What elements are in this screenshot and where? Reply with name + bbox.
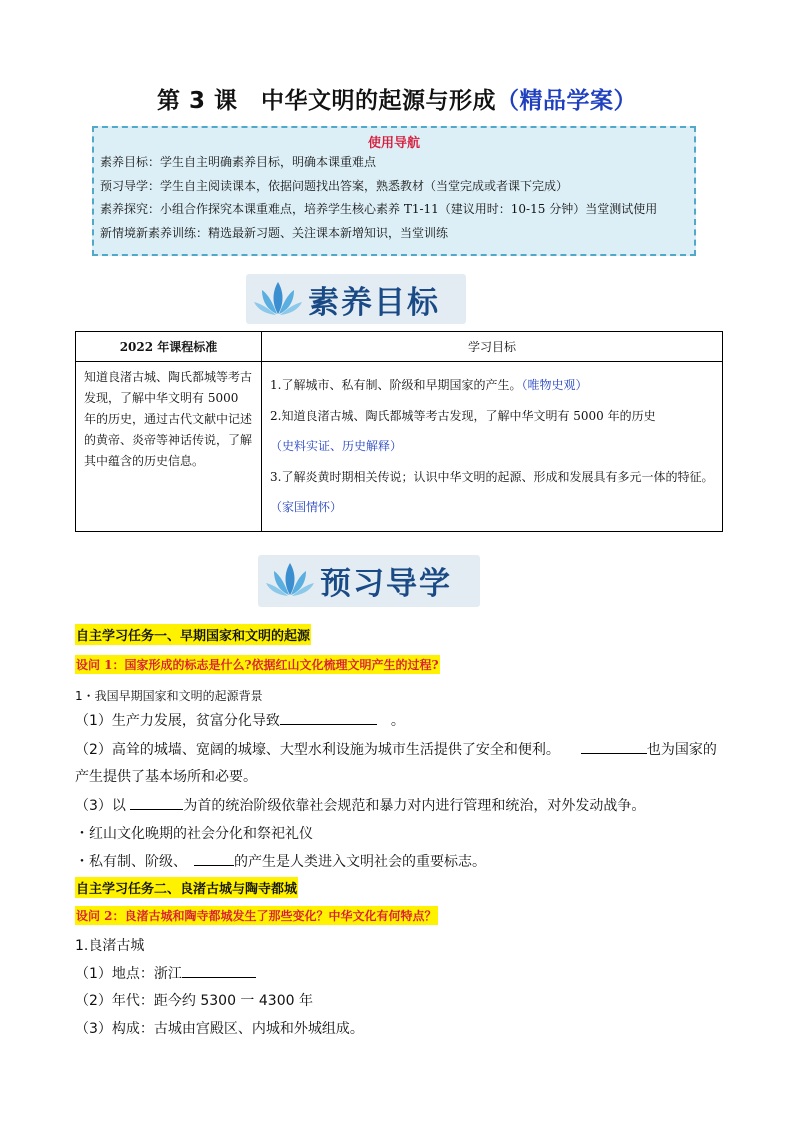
text-line: （1）生产力发展，贫富分化导致 。	[75, 710, 405, 730]
lotus-icon	[264, 559, 316, 601]
goal-item: 3.了解炎黄时期相关传说；认识中华文明的起源、形成和发展具有多元一体的特征。 （家国情怀）	[270, 469, 708, 514]
title-highlight: （精品学案）	[496, 88, 638, 114]
text-line: 1.良渚古城	[75, 938, 145, 954]
fill-blank[interactable]	[182, 963, 256, 978]
task1-question: 设问 1：国家形成的标志是什么?依据红山文化梳理文明产生的过程?	[75, 654, 440, 674]
nav-line: 素养目标：学生自主明确素养目标，明确本课重难点	[100, 155, 377, 169]
text-line: 产生提供了基本场所和必要。	[75, 769, 257, 785]
nav-line: 素养探究：小组合作探究本课重难点，培养学生核心素养 T1-11（建议用时：10-15 分钟）当堂测试使用	[100, 202, 658, 216]
nav-line: 新情境新素养训练：精选最新习题、关注课本新增知识，当堂训练	[100, 225, 449, 240]
fill-blank[interactable]	[581, 739, 647, 754]
text-line: ・私有制、阶级、 的产生是人类进入文明社会的重要标志。	[75, 851, 486, 871]
table-header-goals: 学习目标	[262, 332, 723, 362]
task2-label: 自主学习任务二、良渚古城与陶寺都城	[75, 877, 298, 898]
nav-line: 预习导学：学生自主阅读课本，依据问题找出答案，熟悉教材（当堂完成或者课下完成）	[100, 178, 569, 193]
goal-item: 1.了解城市、私有制、阶级和早期国家的产生。（唯物史观）	[270, 378, 588, 392]
text-line: ・红山文化晚期的社会分化和祭祀礼仪	[75, 826, 313, 842]
goal-item: 2.知道良渚古城、陶氏都城等考古发现，了解中华文明有 5000 年的历史 （史料实证、历史解释）	[270, 408, 656, 453]
table-header-standard: 2022 年课程标准	[76, 332, 262, 362]
text-line: （3）构成：古城由宫殿区、内城和外城组成。	[75, 1021, 364, 1037]
task1-label: 自主学习任务一、早期国家和文明的起源	[75, 624, 311, 645]
text-line: （3）以 为首的统治阶级依靠社会规范和暴力对内进行管理和统治，对外发动战争。	[75, 795, 645, 815]
usage-navigation-box	[92, 126, 696, 256]
learning-goals-cell	[262, 362, 723, 532]
fill-blank[interactable]	[280, 710, 377, 725]
page-title: 第 3 课 中华文明的起源与形成（精品学案）	[156, 88, 638, 114]
fill-blank[interactable]	[130, 795, 183, 810]
nav-heading: 使用导航	[367, 136, 420, 151]
text-line: （1）地点：浙江	[75, 963, 256, 983]
curriculum-standard-text: 知道良渚古城、陶氏都城等考古发现，了解中华文明有 5000 年的历史，通过古代文献中记述的黄帝、炎帝等神话传说，了解其中蕴含的历史信息。	[76, 362, 262, 532]
lotus-icon	[252, 278, 304, 320]
text-line: （2）年代：距今约 5300 一 4300 年	[75, 993, 313, 1009]
section-banner-literacy-goals: 素养目标	[246, 274, 466, 324]
section-banner-preview-guide: 预习导学	[258, 555, 480, 607]
fill-blank[interactable]	[194, 851, 234, 866]
text-line: （2）高耸的城墙、宽阔的城壕、大型水利设施为城市生活提供了安全和便利。 也为国家的	[75, 739, 717, 759]
text-line: 1・我国早期国家和文明的起源背景	[75, 689, 263, 703]
curriculum-table	[75, 331, 723, 532]
task2-question: 设问 2：良渚古城和陶寺都城发生了那些变化？中华文化有何特点？	[75, 905, 438, 925]
